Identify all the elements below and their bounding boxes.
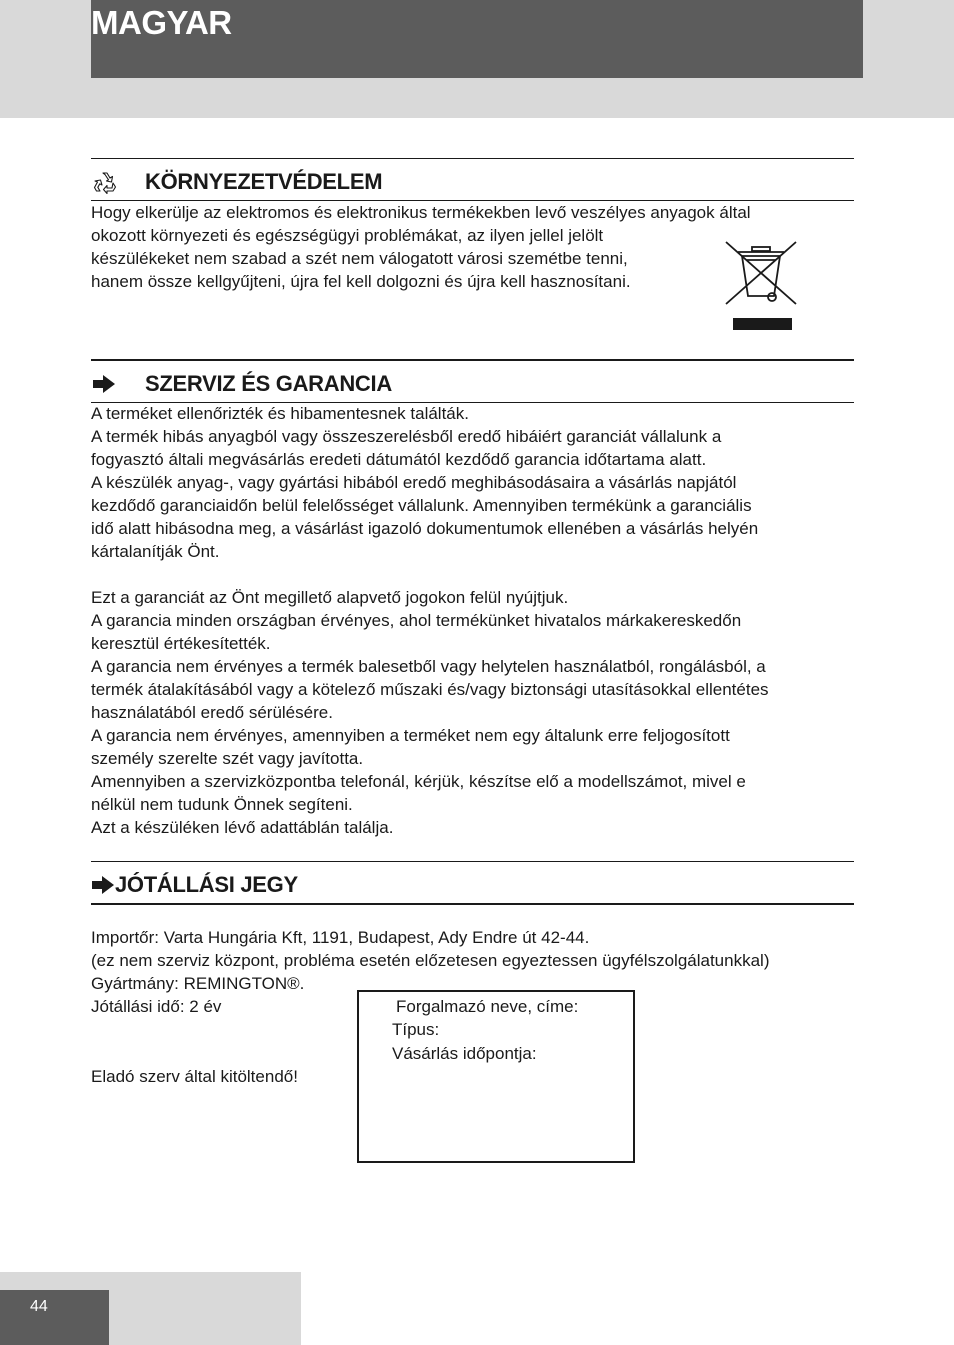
text-line: idő alatt hibásodna meg, a vásárlást igazoló dokumentumok ellenében a vásárlás helyén	[91, 519, 759, 538]
purchase-date-label: Vásárlás időpontja:	[392, 1044, 537, 1063]
arrow-right-icon	[91, 372, 119, 396]
text-line: A garancia minden országban érvényes, ahol termékünket hivatalos márkakereskedőn	[91, 611, 742, 630]
section-title: JÓTÁLLÁSI JEGY	[115, 872, 298, 897]
text-line: Amennyiben a szervizközpontba telefonál, kérjük, készítse elő a modellszámot, mivel e	[91, 772, 746, 791]
section-title: SZERVIZ ÉS GARANCIA	[145, 371, 392, 396]
distributor-label: Forgalmazó neve, címe:	[396, 997, 579, 1016]
environment-text	[91, 201, 751, 293]
text-line: A termék hibás anyagból vagy összeszerelésből eredő hibáiért garanciát vállalunk a	[91, 427, 722, 446]
section-bottom-rule	[91, 903, 854, 905]
text-line: okozott környezeti és egészségügyi problémákat, az ilyen jellel jelölt	[91, 226, 604, 245]
text-line: Ezt a garanciát az Önt megillető alapvető jogokon felül nyújtjuk.	[91, 588, 569, 607]
recycle-icon	[91, 170, 119, 194]
text-line: kezdődő garanciaidőn belül felelősséget vállalunk. Amennyiben termékünk a garanciális	[91, 496, 752, 515]
text-line: készülékeket nem szabad a szét nem válogatott városi szemétbe tenni,	[91, 249, 628, 268]
note-line: (ez nem szerviz központ, probléma esetén előzetesen egyeztessen ügyfélszolgálatunkkal)	[91, 951, 770, 970]
text-line: A készülék anyag-, vagy gyártási hibából eredő meghibásodásaira a vásárlás napjától	[91, 473, 737, 492]
text-line: kártalanítják Önt.	[91, 542, 220, 561]
text-line: termék átalakításából vagy a kötelező műszaki és/vagy biztonsági utasításokkal ellentétes	[91, 680, 769, 699]
text-line: használatából eredő sérülésére.	[91, 703, 333, 722]
service-text-part2	[91, 586, 769, 839]
page-number-box	[0, 1290, 109, 1345]
crossed-out-wheelie-bin-icon	[722, 238, 800, 332]
section-title: KÖRNYEZETVÉDELEM	[145, 169, 383, 194]
section-top-rule	[91, 359, 854, 361]
language-title: MAGYAR	[91, 4, 232, 41]
type-label: Típus:	[392, 1020, 440, 1039]
page-number: 44	[30, 1298, 48, 1315]
seller-note	[91, 1065, 298, 1088]
period-line: Jótállási idő: 2 év	[91, 997, 222, 1016]
arrow-right-icon	[91, 873, 115, 897]
seller-note-line: Eladó szerv által kitöltendő!	[91, 1067, 298, 1086]
section-top-rule	[91, 861, 854, 862]
text-line: hanem össze kellgyűjteni, újra fel kell dolgozni és újra kell hasznosítani.	[91, 272, 631, 291]
importer-line: Importőr: Varta Hungária Kft, 1191, Budapest, Ady Endre út 42-44.	[91, 928, 590, 947]
text-line: fogyasztó általi megvásárlás eredeti dátumától kezdődő garancia időtartama alatt.	[91, 450, 707, 469]
text-line: nélkül nem tudunk Önnek segíteni.	[91, 795, 353, 814]
section-heading-service	[91, 369, 392, 399]
text-line: A garancia nem érvényes, amennyiben a terméket nem egy általunk erre feljogosított	[91, 726, 730, 745]
section-heading-warranty	[91, 870, 298, 900]
text-line: A terméket ellenőrizték és hibamentesnek találták.	[91, 404, 469, 423]
section-top-rule	[91, 158, 854, 159]
service-text-part1	[91, 402, 758, 563]
section-heading-environment	[91, 167, 382, 197]
text-line: A garancia nem érvényes a termék balesetből vagy helytelen használatból, rongálásból, a	[91, 657, 766, 676]
text-line: keresztül értékesítették.	[91, 634, 271, 653]
text-line: Hogy elkerülje az elektromos és elektronikus termékekben levő veszélyes anyagok által	[91, 203, 751, 222]
maker-line: Gyártmány: REMINGTON®.	[91, 974, 305, 993]
text-line: személy szerelte szét vagy javította.	[91, 749, 364, 768]
text-line: Azt a készüléken lévő adattáblán találja.	[91, 818, 394, 837]
warranty-ticket-box	[357, 990, 635, 1163]
